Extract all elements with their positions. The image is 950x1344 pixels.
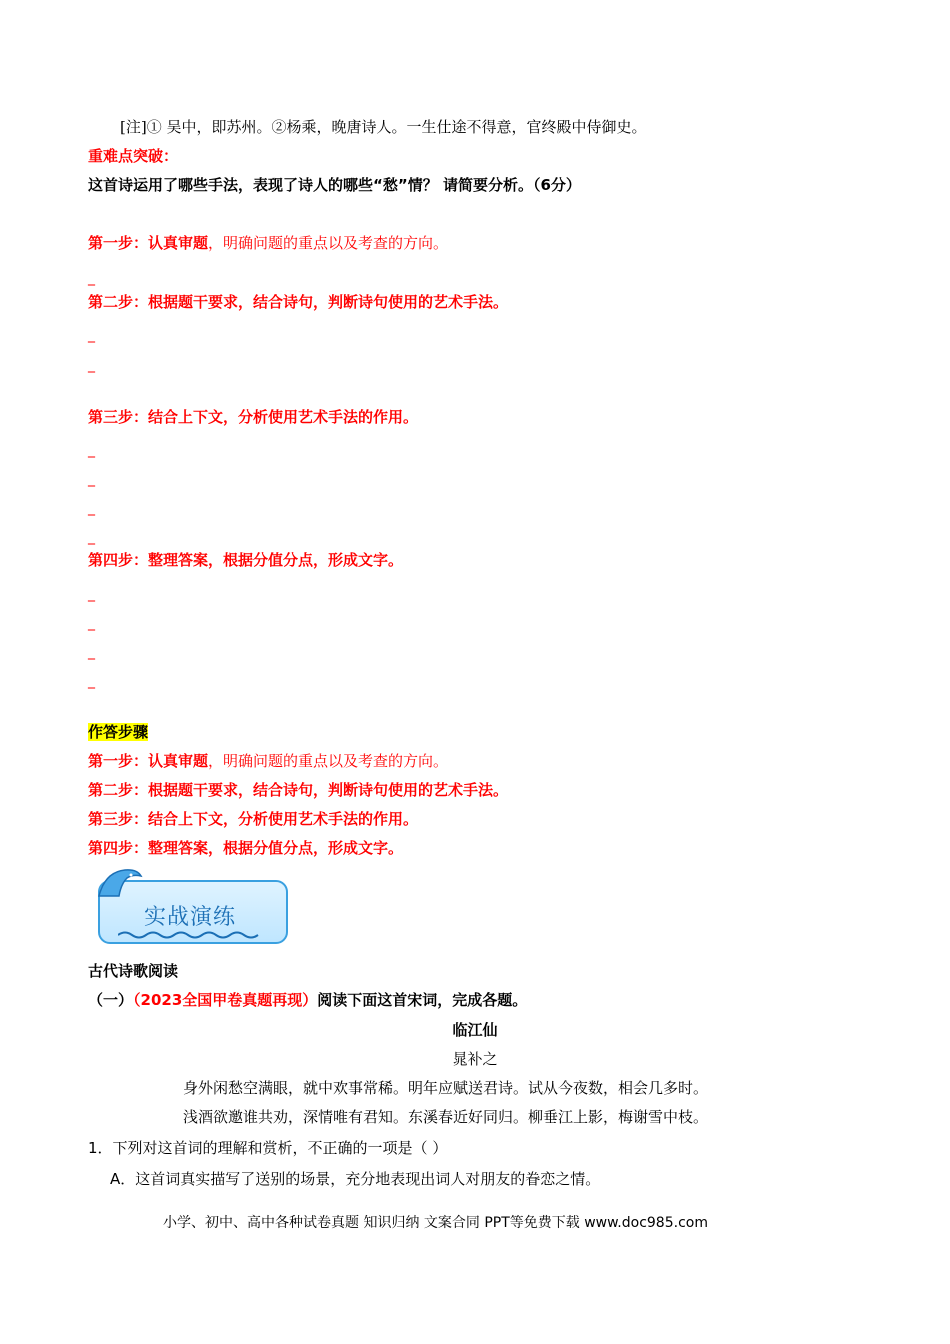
page-footer: 小学、初中、高中各种试卷真题 知识归纳 文案合同 PPT等免费下载 www.doc985.com xyxy=(163,1215,708,1231)
poem-title: 临江仙 xyxy=(452,1021,498,1039)
answer-step-2: 第二步：根据题干要求，结合诗句，判断诗句使用的艺术手法。 xyxy=(88,781,509,799)
step-4: 第四步：整理答案，根据分值分点，形成文字。 xyxy=(88,551,404,569)
step-2: 第二步：根据题干要求，结合诗句，判断诗句使用的艺术手法。 xyxy=(88,293,509,311)
poem-line-1: 身外闲愁空满眼，就中欢事常稀。明年应赋送君诗。试从今夜数，相会几多时。 xyxy=(183,1079,709,1097)
step-1-label: 第一步：认真审题 xyxy=(88,234,209,252)
blank-line[interactable]: _ xyxy=(88,644,95,660)
answer-steps-title xyxy=(88,722,148,742)
blank-line[interactable]: _ xyxy=(88,471,95,487)
key-points-title: 重难点突破： xyxy=(88,147,179,165)
question-text: 这首诗运用了哪些手法，表现了诗人的哪些“愁”情？ 请简要分析。（6分） xyxy=(88,176,581,194)
poem-author: 晁补之 xyxy=(452,1050,498,1068)
subsection-prefix: （一） xyxy=(88,991,134,1009)
subsection-instruction: 阅读下面这首宋词，完成各题。 xyxy=(317,991,528,1009)
blank-line[interactable]: _ xyxy=(88,442,95,458)
dolphin-icon xyxy=(95,866,143,902)
answer-step-1-rest: ，明确问题的重点以及考查的方向。 xyxy=(208,752,449,770)
section-title: 古代诗歌阅读 xyxy=(88,962,179,980)
blank-line[interactable]: _ xyxy=(88,500,95,516)
answer-step-4: 第四步：整理答案，根据分值分点，形成文字。 xyxy=(88,839,404,857)
subsection-source: （2023全国甲卷真题再现） xyxy=(133,991,318,1009)
blank-line[interactable]: _ xyxy=(88,529,95,545)
blank-line[interactable]: _ xyxy=(88,270,95,286)
answer-step-1-label: 第一步：认真审题 xyxy=(88,752,209,770)
blank-line[interactable]: _ xyxy=(88,327,95,343)
blank-line[interactable]: _ xyxy=(88,586,95,602)
subsection-title xyxy=(88,990,527,1010)
step-3: 第三步：结合上下文，分析使用艺术手法的作用。 xyxy=(88,408,419,426)
blank-line[interactable]: _ xyxy=(88,673,95,689)
answer-steps-title-text: 作答步骤 xyxy=(88,723,149,741)
blank-line[interactable]: _ xyxy=(88,615,95,631)
answer-step-1 xyxy=(88,751,448,771)
question-1-option-a: A．这首词真实描写了送别的场景，充分地表现出词人对朋友的眷恋之情。 xyxy=(110,1170,601,1188)
answer-step-3: 第三步：结合上下文，分析使用艺术手法的作用。 xyxy=(88,810,419,828)
question-1: 1．下列对这首词的理解和赏析，不正确的一项是（ ） xyxy=(88,1139,448,1157)
poem-note: [注]① 吴中，即苏州。②杨乘，晚唐诗人。一生仕途不得意，官终殿中侍御史。 xyxy=(120,118,647,136)
blank-line[interactable]: _ xyxy=(88,357,95,373)
practice-badge-label: 实战演练 xyxy=(144,905,237,930)
step-1 xyxy=(88,233,448,253)
wave-icon xyxy=(118,930,268,940)
step-1-rest: ，明确问题的重点以及考查的方向。 xyxy=(208,234,449,252)
poem-line-2: 浅酒欲邀谁共劝，深情唯有君知。东溪春近好同归。柳垂江上影，梅谢雪中枝。 xyxy=(183,1108,709,1126)
